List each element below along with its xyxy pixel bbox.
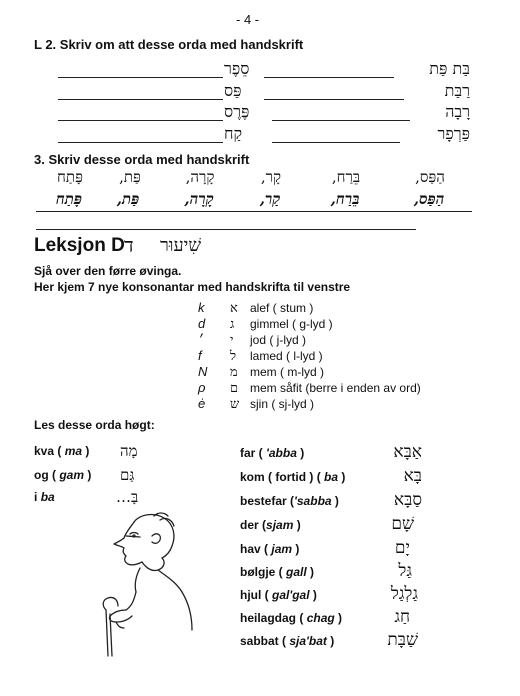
- lesson-letter: ד: [124, 233, 134, 257]
- translit: jam: [271, 542, 293, 556]
- consonant-printed: ם: [230, 381, 239, 396]
- l2-right-word: רַבַּת: [444, 81, 470, 100]
- lesson-intro-1: Sjå over den førre øvinga.: [34, 264, 182, 278]
- read-right-hebrew: בָּא: [403, 466, 422, 486]
- lesson-intro-2: Her kjem 7 nye konsonantar med handskrifta til venstre: [34, 280, 351, 294]
- ex3-heading: 3. Skriv desse orda med handskrift: [34, 152, 250, 167]
- page-number: - 4 -: [236, 12, 260, 27]
- l2-right-word: פַּרְפָר: [437, 124, 470, 143]
- l2-left-word: סֵפֶר: [224, 59, 250, 78]
- ex3-write-line: [36, 211, 472, 212]
- word: der: [240, 518, 259, 532]
- word: kom: [240, 470, 265, 484]
- write-line: [58, 120, 223, 121]
- consonant-name: mem såfit (berre i enden av ord): [250, 381, 421, 395]
- read-right-item: der (sjam ): [240, 518, 301, 532]
- read-right-item: bestefar ('sabba ): [240, 494, 339, 508]
- read-right-hebrew: סַבָּא: [393, 490, 422, 510]
- ex3-handwritten-word: בֵּרַח,: [330, 190, 360, 208]
- read-right-hebrew: יָם: [394, 538, 410, 558]
- consonant-name: mem ( m-lyd ): [250, 365, 324, 379]
- translit: 'abba: [266, 446, 297, 460]
- l2-heading: L 2. Skriv om att desse orda med handskrift: [34, 37, 304, 52]
- read-right-item: far ( 'abba ): [240, 446, 305, 460]
- read-right-hebrew: שַׁבָּת: [387, 630, 418, 650]
- consonant-name: gimmel ( g-lyd ): [250, 317, 333, 331]
- translit: ba: [40, 490, 55, 504]
- consonant-handwritten: ė: [198, 396, 206, 411]
- word: bølgje: [240, 565, 276, 579]
- read-right-item: kom ( fortid ) ( ba ): [240, 470, 346, 484]
- consonant-handwritten: d: [198, 316, 206, 331]
- consonant-printed: ל: [230, 349, 237, 364]
- l2-left-word: פַּס: [224, 81, 242, 100]
- ex3-handwritten-word: קַר,: [259, 190, 281, 208]
- read-right-hebrew: אַבָּא: [393, 442, 422, 462]
- word: hjul: [240, 588, 262, 602]
- translit: gam: [59, 468, 85, 482]
- word: bestefar: [240, 494, 287, 508]
- ex3-handwritten-word: פַּת,: [116, 190, 140, 208]
- read-right-hebrew: גַּל: [398, 561, 412, 581]
- write-line: [58, 142, 223, 143]
- extra: ( fortid ): [268, 470, 314, 484]
- consonant-name: sjin ( sj-lyd ): [250, 397, 315, 411]
- ex3-handwritten-word: פָּתַח: [55, 190, 83, 208]
- read-left-item: kva ( ma ): [34, 444, 90, 458]
- consonant-printed: ג: [230, 317, 235, 332]
- consonant-printed: א: [230, 301, 238, 316]
- word: heilagdag: [240, 611, 297, 625]
- write-line: [272, 120, 410, 121]
- consonant-handwritten: N: [198, 364, 208, 379]
- word: og: [34, 468, 49, 482]
- consonant-handwritten: k: [198, 300, 205, 315]
- ex3-printed-word: פָּתַח: [57, 168, 83, 186]
- read-heading: Les desse orda høgt:: [34, 418, 155, 432]
- lesson-hebrew-title: שִׁיעוּר: [160, 235, 202, 256]
- consonant-name: lamed ( l-lyd ): [250, 349, 323, 363]
- translit: ma: [64, 444, 83, 458]
- read-right-item: hjul ( gal'gal ): [240, 588, 317, 602]
- translit: sja'bat: [289, 634, 327, 648]
- translit: sjam: [266, 518, 294, 532]
- word: hav: [240, 542, 261, 556]
- l2-right-word: בַּת פַּת: [429, 59, 470, 78]
- l2-left-word: פֶּרֶס: [224, 102, 250, 121]
- consonant-printed: ש: [230, 397, 240, 412]
- write-line: [272, 142, 400, 143]
- lesson-title: Leksjon D: [34, 235, 125, 256]
- write-line: [264, 99, 404, 100]
- translit: ba: [324, 470, 339, 484]
- ex3-printed-word: הַפַּס,: [415, 168, 445, 186]
- read-right-item: hav ( jam ): [240, 542, 300, 556]
- translit: chag: [306, 611, 335, 625]
- ex3-printed-word: פַּת,: [119, 168, 141, 186]
- read-right-hebrew: גַלְגַל: [390, 584, 418, 604]
- consonant-handwritten: ׳: [198, 332, 204, 347]
- consonant-name: jod ( j-lyd ): [250, 333, 307, 347]
- translit: gall: [286, 565, 307, 579]
- l2-left-word: קַח: [224, 124, 243, 143]
- ex3-write-line: [36, 229, 416, 230]
- translit: gal'gal: [272, 588, 310, 602]
- read-right-item: heilagdag ( chag ): [240, 611, 343, 625]
- consonant-handwritten: ρ: [198, 380, 206, 395]
- ex3-printed-word: בֵּרַח,: [331, 168, 361, 186]
- translit: 'sabba: [294, 494, 332, 508]
- read-right-item: bølgje ( gall ): [240, 565, 315, 579]
- read-left-item: [34, 490, 55, 504]
- consonant-printed: י: [230, 333, 234, 348]
- read-left-hebrew: בָּ…: [116, 488, 139, 506]
- consonant-printed: מ: [230, 365, 238, 380]
- write-line: [264, 77, 394, 78]
- l2-right-word: רָבָה: [445, 102, 470, 121]
- read-left-hebrew: מָה: [120, 442, 138, 460]
- ex3-handwritten-word: קָרָה,: [184, 190, 214, 208]
- word: i: [34, 490, 38, 504]
- read-right-hebrew: שָׁם: [391, 514, 414, 534]
- read-right-hebrew: חַג: [394, 607, 410, 627]
- word: far: [240, 446, 256, 460]
- word: sabbat: [240, 634, 279, 648]
- write-line: [58, 77, 223, 78]
- ex3-printed-word: קָרָה,: [185, 168, 215, 186]
- consonant-handwritten: f: [198, 348, 202, 363]
- old-man-illustration: [96, 510, 206, 660]
- word: kva: [34, 444, 55, 458]
- ex3-handwritten-word: הַפַּס,: [413, 190, 445, 208]
- read-right-item: sabbat ( sja'bat ): [240, 634, 335, 648]
- read-left-hebrew: גַּם: [120, 466, 135, 484]
- consonant-name: alef ( stum ): [250, 301, 314, 315]
- read-left-item: og ( gam ): [34, 468, 92, 482]
- write-line: [58, 99, 223, 100]
- ex3-printed-word: קָר,: [260, 168, 282, 186]
